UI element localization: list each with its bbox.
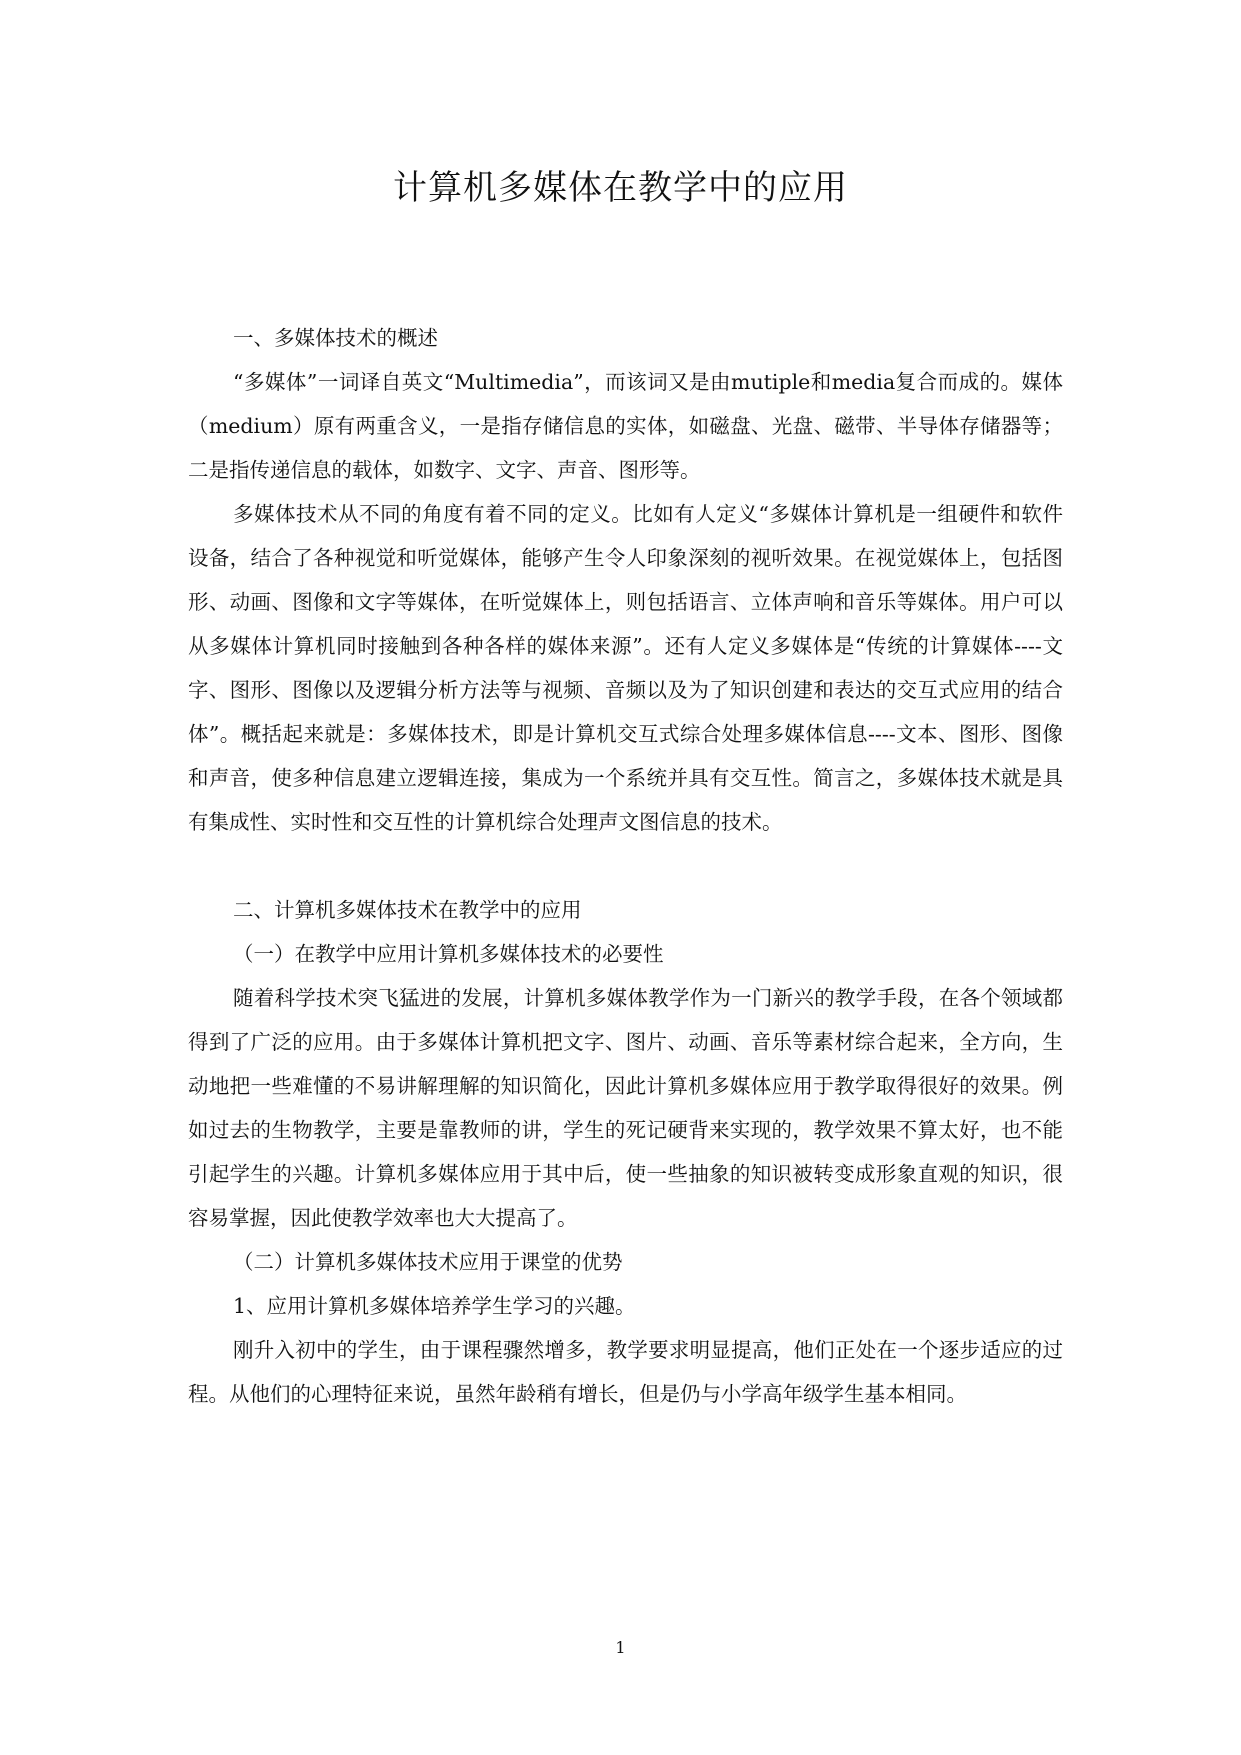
section1-heading: 一、多媒体技术的概述: [233, 326, 438, 350]
section1-paragraph-2: 多媒体技术从不同的角度有着不同的定义。比如有人定义“多媒体计算机是一组硬件和软件设备，结合了各种视觉和听觉媒体，能够产生令人印象深刻的视听效果。在视觉媒体上，包括图形、动画、图像和文字等媒体，在听觉媒体上，则包括语言、立体声响和音乐等媒体。用户可以从多媒体计算机同时接触到各种各样的媒体来源”。还有人定义多媒体是“传统的计算媒体----文字、图形、图像以及逻辑分析方法等与视频、音频以及为了知识创建和表达的交互式应用的结合体”。概括起来就是：多媒体技术，即是计算机交互式综合处理多媒体信息----文本、图形、图像和声音，使多种信息建立逻辑连接，集成为一个系统并具有交互性。简言之，多媒体技术就是具有集成性、实时性和交互性的计算机综合处理声文图信息的技术。: [188, 502, 1063, 834]
section-spacer: [188, 844, 1063, 888]
item1-heading: 1、应用计算机多媒体培养学生学习的兴趣。: [233, 1294, 636, 1318]
section1-paragraph-1: “多媒体”一词译自英文“Multimedia”，而该词又是由mutiple和media复合而成的。媒体（medium）原有两重含义，一是指存储信息的实体，如磁盘、光盘、磁带、半导体存储器等；二是指传递信息的载体，如数字、文字、声音、图形等。: [188, 370, 1063, 482]
document-body: [188, 316, 1063, 1416]
subsection1-heading: （一）在教学中应用计算机多媒体技术的必要性: [233, 942, 664, 966]
document-title: 计算机多媒体在教学中的应用: [393, 168, 848, 208]
subsection1-paragraph: 随着科学技术突飞猛进的发展，计算机多媒体教学作为一门新兴的教学手段，在各个领域都得到了广泛的应用。由于多媒体计算机把文字、图片、动画、音乐等素材综合起来，全方向，生动地把一些难懂的不易讲解理解的知识简化，因此计算机多媒体应用于教学取得很好的效果。例如过去的生物教学，主要是靠教师的讲，学生的死记硬背来实现的，教学效果不算太好，也不能引起学生的兴趣。计算机多媒体应用于其中后，使一些抽象的知识被转变成形象直观的知识，很容易掌握，因此使教学效率也大大提高了。: [188, 986, 1063, 1230]
item1-paragraph: 刚升入初中的学生，由于课程骤然增多，教学要求明显提高，他们正处在一个逐步适应的过程。从他们的心理特征来说，虽然年龄稍有增长，但是仍与小学高年级学生基本相同。: [188, 1338, 1063, 1406]
subsection2-heading: （二）计算机多媒体技术应用于课堂的优势: [233, 1250, 623, 1274]
section2-heading: 二、计算机多媒体技术在教学中的应用: [233, 898, 582, 922]
page-number: 1: [615, 1638, 626, 1657]
